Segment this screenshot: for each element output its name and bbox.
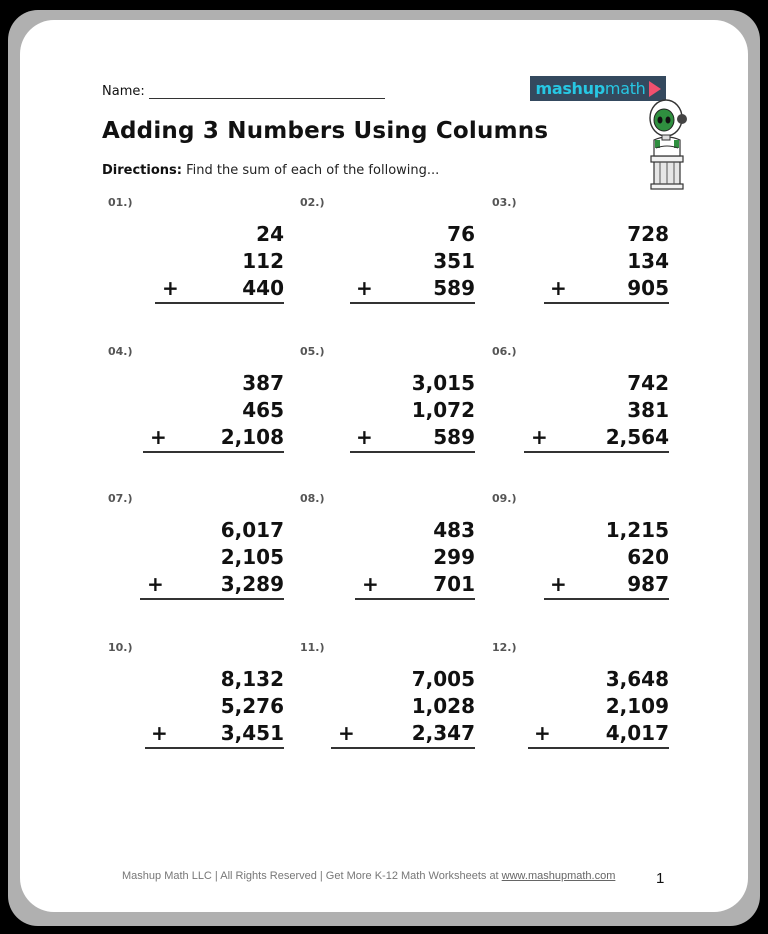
plus-sign: +: [550, 276, 567, 300]
addend-1: 728: [627, 222, 669, 246]
addend-2: 1,072: [411, 398, 475, 422]
addend-1: 1,215: [605, 518, 669, 542]
answer-line[interactable]: [350, 451, 475, 453]
addend-2: 381: [627, 398, 669, 422]
addend-1: 387: [242, 371, 284, 395]
addend-1: 483: [433, 518, 475, 542]
problem-label: 03.): [492, 196, 517, 209]
addend-3: 589: [433, 425, 475, 449]
problem-label: 11.): [300, 641, 325, 654]
problem-12: [492, 641, 669, 766]
name-field[interactable]: [149, 86, 385, 99]
addend-1: 3,015: [411, 371, 475, 395]
problem-label: 07.): [108, 492, 133, 505]
addend-1: 3,648: [605, 667, 669, 691]
problem-2: [300, 196, 475, 321]
problem-9: [492, 492, 669, 617]
addend-1: 742: [627, 371, 669, 395]
page-title: Adding 3 Numbers Using Columns: [102, 118, 549, 144]
answer-line[interactable]: [155, 302, 284, 304]
addend-3: 905: [627, 276, 669, 300]
plus-sign: +: [356, 425, 373, 449]
play-icon: [649, 81, 661, 97]
addend-1: 7,005: [411, 667, 475, 691]
answer-line[interactable]: [145, 747, 284, 749]
addend-2: 465: [242, 398, 284, 422]
plus-sign: +: [356, 276, 373, 300]
addend-2: 5,276: [220, 694, 284, 718]
addend-3: 987: [627, 572, 669, 596]
plus-sign: +: [531, 425, 548, 449]
robot-mascot-icon: [636, 98, 696, 190]
footer-link[interactable]: www.mashupmath.com: [501, 870, 616, 882]
problem-label: 10.): [108, 641, 133, 654]
addend-3: 4,017: [605, 721, 669, 745]
addend-3: 701: [433, 572, 475, 596]
addend-3: 2,564: [605, 425, 669, 449]
problem-label: 01.): [108, 196, 133, 209]
problem-6: [492, 345, 669, 470]
problem-7: [108, 492, 284, 617]
addend-2: 1,028: [411, 694, 475, 718]
plus-sign: +: [150, 425, 167, 449]
name-row: [102, 84, 385, 99]
addend-2: 112: [242, 249, 284, 273]
plus-sign: +: [147, 572, 164, 596]
addend-2: 2,105: [220, 545, 284, 569]
plus-sign: +: [162, 276, 179, 300]
answer-line[interactable]: [544, 598, 669, 600]
problem-label: 05.): [300, 345, 325, 358]
answer-line[interactable]: [350, 302, 475, 304]
problem-label: 08.): [300, 492, 325, 505]
addend-3: 440: [242, 276, 284, 300]
answer-line[interactable]: [355, 598, 475, 600]
problem-5: [300, 345, 475, 470]
answer-line[interactable]: [140, 598, 284, 600]
addend-3: 2,347: [411, 721, 475, 745]
addend-1: 8,132: [220, 667, 284, 691]
plus-sign: +: [362, 572, 379, 596]
name-label: Name:: [102, 84, 145, 99]
addend-3: 2,108: [220, 425, 284, 449]
plus-sign: +: [151, 721, 168, 745]
problem-4: [108, 345, 284, 470]
problem-11: [300, 641, 475, 766]
logo-bold-text: mashup: [535, 79, 605, 98]
plus-sign: +: [338, 721, 355, 745]
footer-text: Mashup Math LLC | All Rights Reserved | Get More K-12 Math Worksheets at www.mashupmath.com: [122, 870, 616, 882]
answer-line[interactable]: [524, 451, 669, 453]
problem-1: [108, 196, 284, 321]
plus-sign: +: [534, 721, 551, 745]
problem-label: 02.): [300, 196, 325, 209]
directions-text: Find the sum of each of the following...: [181, 163, 440, 178]
addend-3: 589: [433, 276, 475, 300]
problem-label: 09.): [492, 492, 517, 505]
logo-thin-text: math: [604, 79, 646, 98]
answer-line[interactable]: [143, 451, 284, 453]
directions: [102, 163, 439, 178]
answer-line[interactable]: [331, 747, 475, 749]
problem-label: 04.): [108, 345, 133, 358]
addend-1: 6,017: [220, 518, 284, 542]
addend-2: 134: [627, 249, 669, 273]
directions-label: Directions:: [102, 163, 182, 178]
answer-line[interactable]: [544, 302, 669, 304]
problem-8: [300, 492, 475, 617]
answer-line[interactable]: [528, 747, 669, 749]
addend-3: 3,451: [220, 721, 284, 745]
problem-3: [492, 196, 669, 321]
addend-3: 3,289: [220, 572, 284, 596]
addend-2: 620: [627, 545, 669, 569]
problem-label: 06.): [492, 345, 517, 358]
addend-2: 2,109: [605, 694, 669, 718]
addend-1: 24: [256, 222, 284, 246]
addend-1: 76: [447, 222, 475, 246]
page-number: 1: [656, 870, 665, 887]
addend-2: 299: [433, 545, 475, 569]
addend-2: 351: [433, 249, 475, 273]
plus-sign: +: [550, 572, 567, 596]
problem-10: [108, 641, 284, 766]
problem-label: 12.): [492, 641, 517, 654]
